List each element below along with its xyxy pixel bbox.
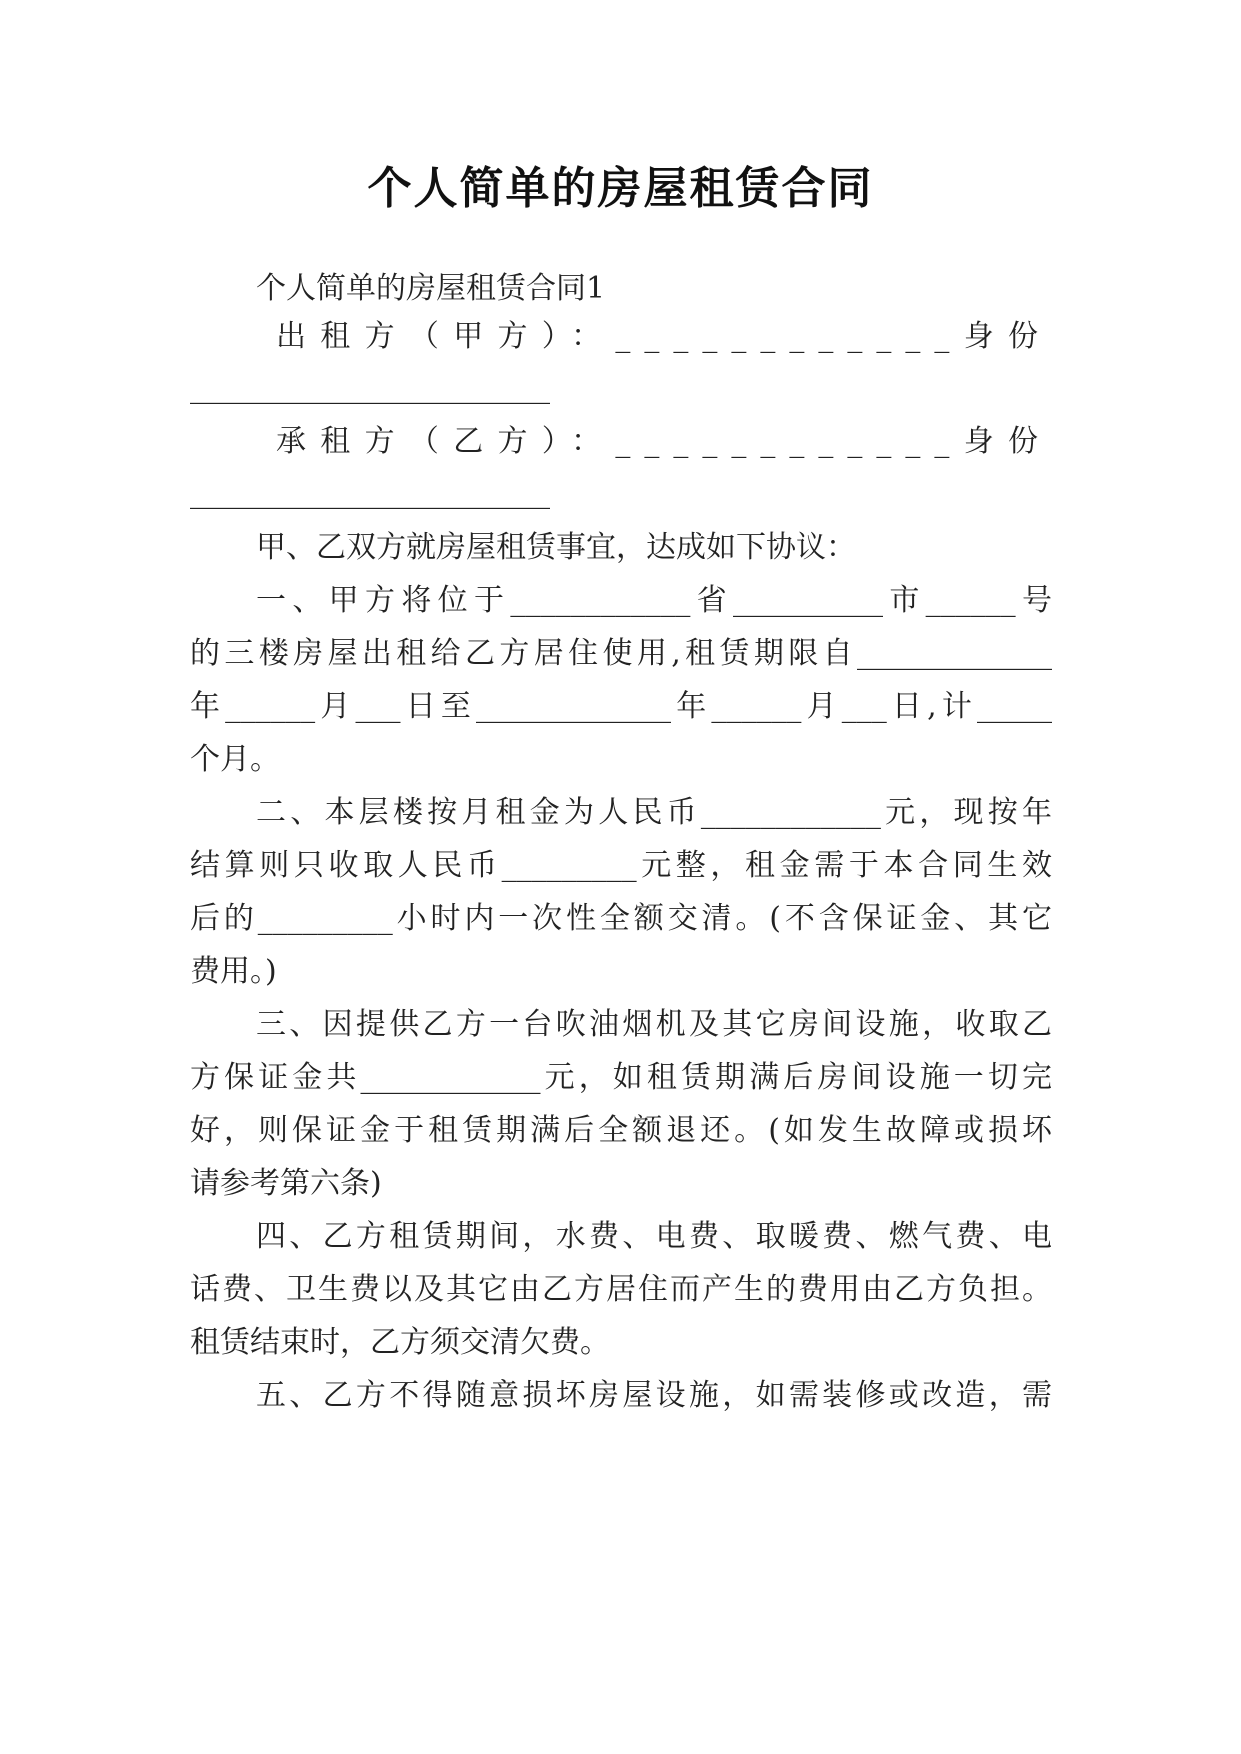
lessee-line: 承租方（乙方）：____________身份	[276, 424, 1052, 459]
clause-2-line-2: 结算则只收取人民币_________元整，租金需于本合同生效	[190, 848, 1052, 883]
contract-number-heading: 个人简单的房屋租赁合同1	[256, 271, 606, 306]
clause-3-line-1: 三、因提供乙方一台吹油烟机及其它房间设施，收取乙	[256, 1007, 1052, 1042]
clause-3-line-2: 方保证金共____________元，如租赁期满后房间设施一切完	[190, 1060, 1052, 1095]
document-title: 个人简单的房屋租赁合同	[367, 163, 874, 214]
clause-1-line-1: 一、甲方将位于____________省__________市______号	[256, 583, 1052, 618]
clause-4-line-3: 租赁结束时，乙方须交清欠费。	[190, 1325, 610, 1360]
lessor-id-blank: ________________________	[190, 370, 550, 405]
lessor-line: 出租方（甲方）：____________身份	[276, 319, 1052, 354]
clause-3-line-3: 好，则保证金于租赁期满后全额退还。(如发生故障或损坏	[190, 1113, 1052, 1148]
clause-4-line-1: 四、乙方租赁期间，水费、电费、取暖费、燃气费、电	[256, 1219, 1052, 1254]
clause-3-line-4: 请参考第六条)	[190, 1166, 382, 1201]
clause-1-line-2: 的三楼房屋出租给乙方居住使用,租赁期限自_____________	[190, 636, 1052, 671]
clause-1-line-4: 个月。	[190, 742, 280, 777]
clause-2-line-3: 后的_________小时内一次性全额交清。(不含保证金、其它	[190, 901, 1052, 936]
clause-1-line-3: 年______月___日至_____________年______月___日,计_____	[190, 689, 1052, 724]
clause-2-line-4: 费用。)	[190, 954, 277, 989]
lessee-id-blank: ________________________	[190, 475, 550, 510]
clause-4-line-2: 话费、卫生费以及其它由乙方居住而产生的费用由乙方负担。	[190, 1272, 1052, 1307]
clause-2-line-1: 二、本层楼按月租金为人民币____________元，现按年	[256, 795, 1052, 830]
agreement-intro: 甲、乙双方就房屋租赁事宜，达成如下协议：	[256, 530, 856, 565]
clause-5-line-1: 五、乙方不得随意损坏房屋设施，如需装修或改造，需	[256, 1378, 1052, 1413]
